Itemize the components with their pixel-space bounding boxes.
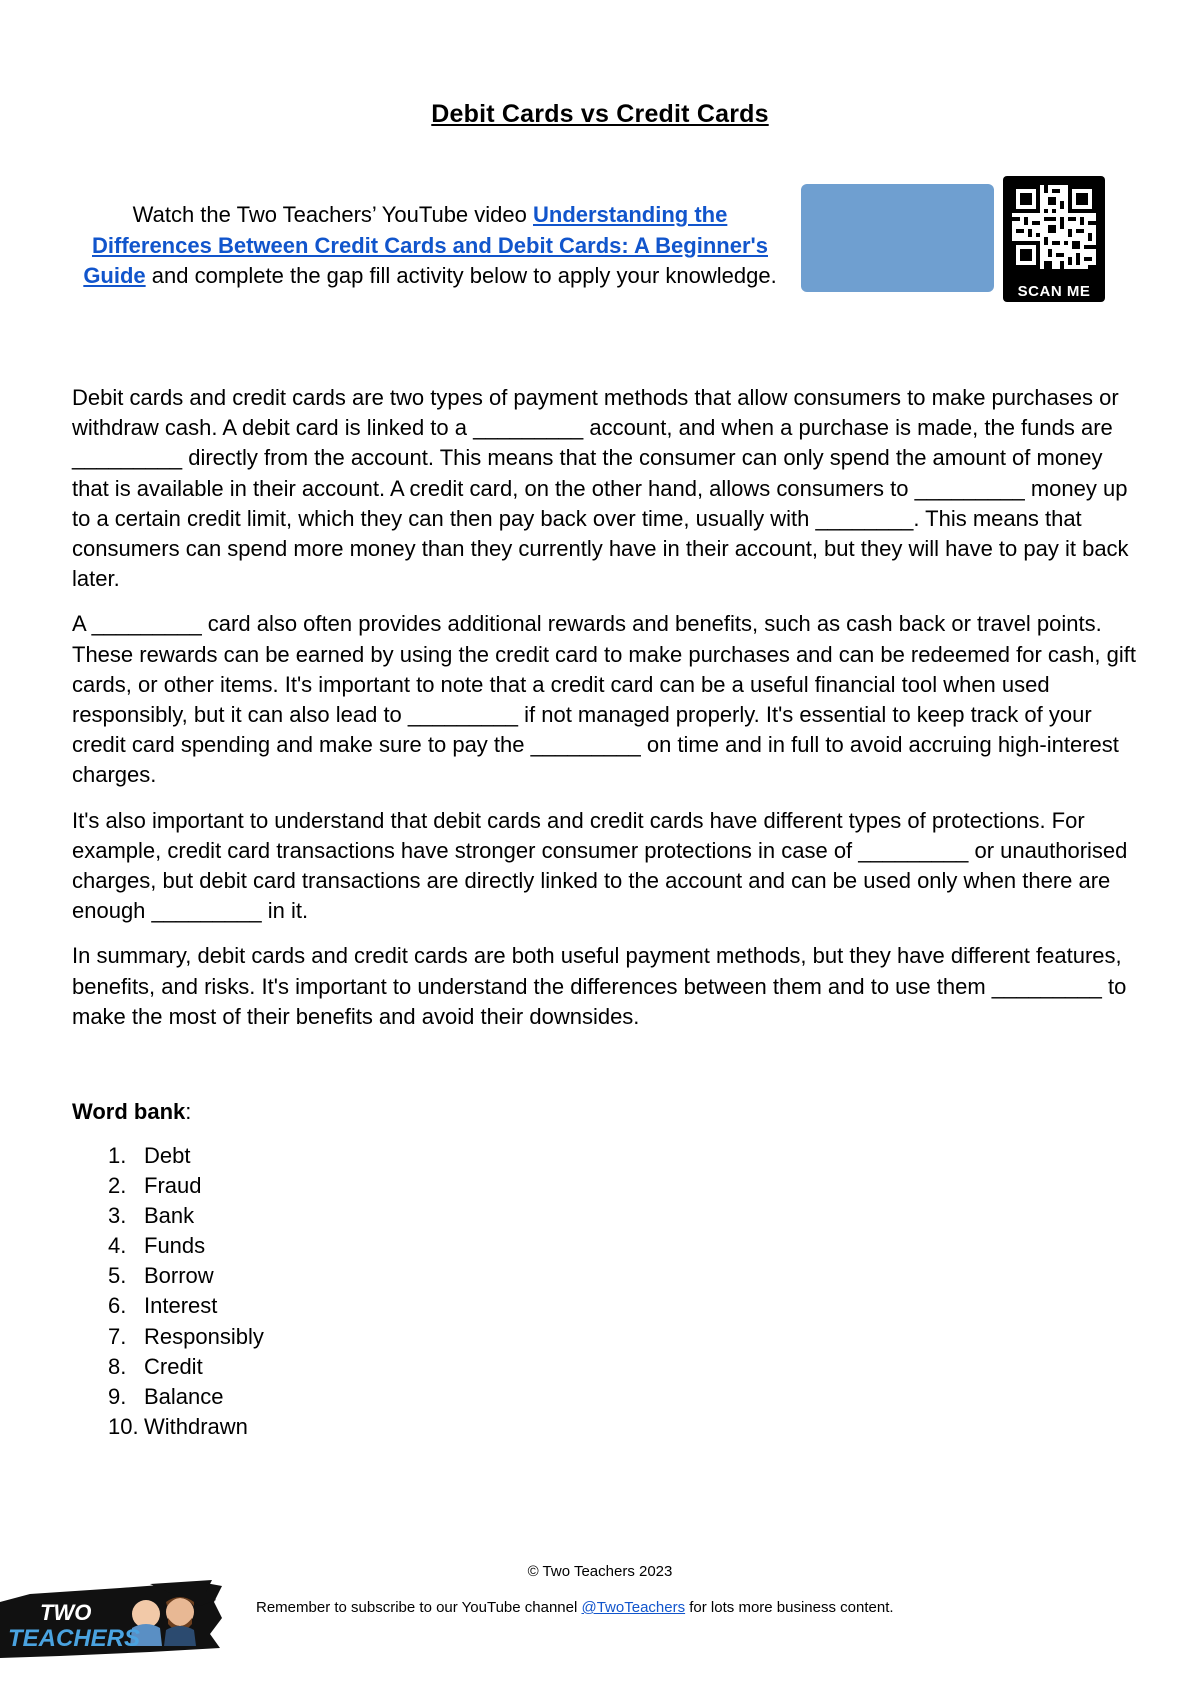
- list-number: 6.: [108, 1293, 127, 1319]
- paragraph: In summary, debit cards and credit cards are both useful payment methods, but they have different features, benefits, and risks. It's important to understand the differences between them and to use them _________ to make the most of their benefits and avoid their downsides.: [72, 943, 1127, 1029]
- list-number: 4.: [108, 1233, 127, 1259]
- list-word: Borrow: [144, 1263, 214, 1289]
- list-number: 3.: [108, 1203, 127, 1229]
- footer-subscribe-before: Remember to subscribe to our YouTube channel: [256, 1599, 582, 1616]
- list-number: 1.: [108, 1143, 127, 1168]
- list-item: [72, 1201, 264, 1231]
- footer-subscribe-after: for lots more business content.: [685, 1599, 894, 1616]
- page-title: Debit Cards vs Credit Cards: [431, 100, 769, 128]
- list-item: [72, 1291, 264, 1321]
- logo-line2: TEACHERS: [8, 1625, 141, 1652]
- video-thumbnail[interactable]: [801, 184, 994, 292]
- video-link[interactable]: Understanding the Differences Between Credit Cards and Debit Cards: A Beginner's Guide: [83, 202, 768, 288]
- list-word: Balance: [144, 1383, 224, 1409]
- list-word: Credit: [144, 1353, 203, 1379]
- footer-subscribe: [256, 1599, 894, 1616]
- list-item: [72, 1171, 264, 1201]
- list-item: [72, 1352, 264, 1382]
- list-number: 9.: [108, 1383, 127, 1409]
- list-item: [72, 1231, 264, 1261]
- paragraph: Debit cards and credit cards are two types of payment methods that allow consumers to make purchases or withdraw cash. A debit card is linked to a _________ account, and when a purchase is made, the funds are _________ directly from the account. This means that the consumer can only spend the amount of money that is available in their account. A credit card, on the other hand, allows consumers to _________ money up to a certain credit limit, which they can then pay back over time, usually with ________. This means that consumers can spend more money than they currently have in their account, but they will have to pay it back later.: [72, 385, 1129, 592]
- two-teachers-logo: [0, 1572, 224, 1662]
- list-word: Bank: [144, 1203, 195, 1229]
- list-word: Fraud: [144, 1173, 202, 1199]
- paragraph: It's also important to understand that debit cards and credit cards have different types of protections. For example, credit card transactions have stronger consumer protections in case of _________ or unauthorised charges, but debit card transactions are directly linked to the account and can be used only when there are enough _________ in it.: [72, 807, 1128, 924]
- list-word: Debt: [144, 1143, 191, 1168]
- list-item: [72, 1382, 264, 1412]
- list-number: 5.: [108, 1263, 127, 1289]
- list-item: [72, 1322, 264, 1352]
- gap-fill-text: [72, 383, 1142, 1047]
- list-number: 8.: [108, 1353, 127, 1379]
- word-bank-label: Word bank: [72, 1099, 186, 1124]
- list-word: Interest: [144, 1293, 218, 1319]
- list-item: [72, 1141, 264, 1171]
- qr-code-icon: [1012, 185, 1096, 269]
- list-word: Funds: [144, 1233, 206, 1259]
- intro-before: Watch the Two Teachers’ YouTube video: [132, 202, 533, 227]
- logo-line1: TWO: [40, 1600, 92, 1625]
- word-bank-list: [72, 1141, 264, 1442]
- list-number: 7.: [108, 1323, 127, 1349]
- qr-code: [1003, 176, 1105, 302]
- word-bank-colon: :: [185, 1099, 192, 1124]
- footer-copyright: © Two Teachers 2023: [527, 1563, 673, 1580]
- list-word: Withdrawn: [144, 1413, 248, 1439]
- intro-after: and complete the gap fill activity below to apply your knowledge.: [145, 263, 777, 288]
- list-item: [72, 1261, 264, 1291]
- word-bank-heading: [72, 1099, 191, 1125]
- intro-text: [80, 200, 780, 292]
- paragraph: A _________ card also often provides additional rewards and benefits, such as cash back or travel points. These rewards can be earned by using the credit card to make purchases and can be redeemed for cash, gift cards, or other items. It's important to note that a credit card can be a useful financial tool when used responsibly, but it can also lead to _________ if not managed properly. It's essential to keep track of your credit card spending and make sure to pay the _________ on time and in full to avoid accruing high-interest charges.: [72, 611, 1136, 788]
- scan-me-label: SCAN ME: [1017, 283, 1091, 300]
- list-number: 10.: [108, 1413, 139, 1439]
- list-item: [72, 1412, 264, 1442]
- list-number: 2.: [108, 1173, 127, 1199]
- list-word: Responsibly: [144, 1323, 264, 1349]
- channel-link[interactable]: @TwoTeachers: [581, 1599, 686, 1616]
